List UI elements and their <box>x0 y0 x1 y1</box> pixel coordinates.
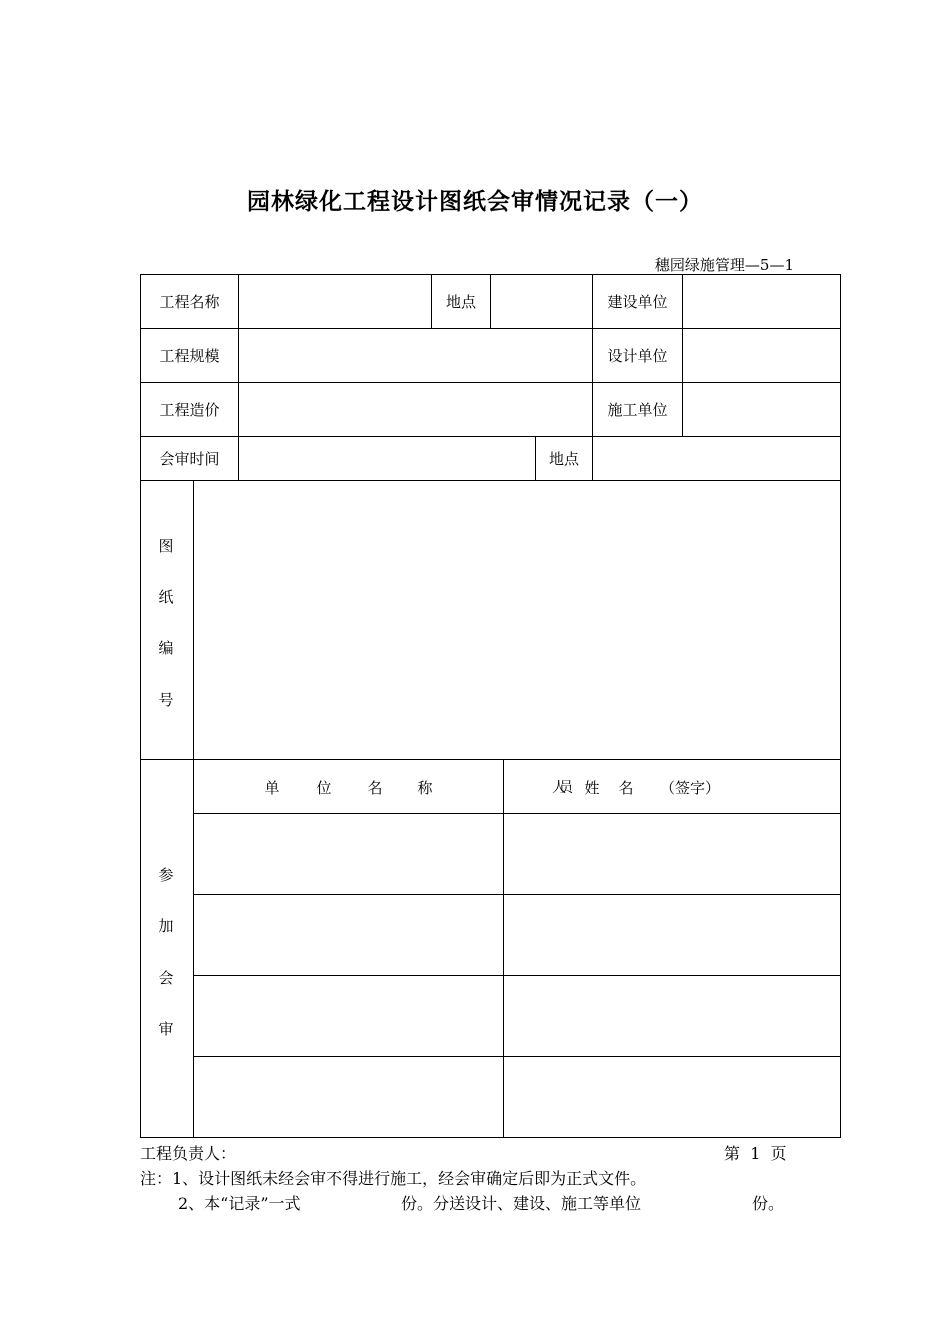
col-divider <box>682 274 683 436</box>
page-number: 1 <box>750 1144 761 1163</box>
participants-char: 加 <box>158 917 174 935</box>
unit-name-char: 单 <box>264 778 280 797</box>
name-char: 名 <box>618 778 634 797</box>
drawing-number-char: 图 <box>158 537 174 555</box>
participants-char: 审 <box>158 1020 174 1038</box>
form-number: 穗园绿施管理—5—1 <box>654 256 794 274</box>
label-location-2: 地点 <box>548 450 579 468</box>
label-project-scale: 工程规模 <box>159 347 220 365</box>
row-divider <box>193 813 840 814</box>
label-construction-unit: 施工单位 <box>607 401 668 419</box>
page-suffix: 页 <box>770 1144 787 1163</box>
label-project-cost: 工程造价 <box>159 401 220 419</box>
row-divider <box>140 382 840 383</box>
row-divider <box>193 975 840 976</box>
name-char: 姓 <box>584 778 600 797</box>
sign-label: （签字） <box>659 778 720 797</box>
table-border-right <box>840 274 841 1138</box>
row-divider <box>140 480 840 481</box>
label-location: 地点 <box>445 293 476 311</box>
label-review-time: 会审时间 <box>159 450 220 468</box>
note-1: 注：1、设计图纸未经会审不得进行施工，经会审确定后即为正式文件。 <box>140 1169 647 1188</box>
page-indicator <box>724 1141 787 1164</box>
label-design-unit: 设计单位 <box>607 347 668 365</box>
col-divider <box>193 480 194 1138</box>
row-divider <box>140 328 840 329</box>
drawing-number-char: 纸 <box>158 588 174 606</box>
document-title: 园林绿化工程设计图纸会审情况记录（一） <box>247 189 703 215</box>
label-builder-unit: 建设单位 <box>607 293 668 311</box>
row-divider <box>140 436 840 437</box>
drawing-number-char: 号 <box>158 691 174 709</box>
page-prefix: 第 <box>724 1144 741 1163</box>
responsible-label: 工程负责人： <box>140 1144 237 1163</box>
unit-name-char: 名 <box>367 778 383 797</box>
col-divider <box>490 274 491 328</box>
table-border-bottom <box>140 1137 841 1138</box>
row-divider <box>193 1056 840 1057</box>
participants-char: 会 <box>158 969 174 987</box>
unit-name-char: 称 <box>417 778 433 797</box>
row-divider <box>140 759 840 760</box>
label-project-name: 工程名称 <box>159 293 220 311</box>
note-2-part-a: 2、本“记录”一式 <box>178 1194 301 1213</box>
col-divider <box>503 759 504 1137</box>
row-divider <box>193 894 840 895</box>
note-2-part-b: 份。分送设计、建设、施工等单位 <box>401 1194 642 1213</box>
note-2-part-c: 份。 <box>752 1194 785 1213</box>
person-label: 人员 <box>552 780 566 796</box>
participants-char: 参 <box>158 866 174 884</box>
col-divider <box>238 274 239 480</box>
drawing-number-char: 编 <box>158 639 174 657</box>
unit-name-char: 位 <box>316 778 332 797</box>
